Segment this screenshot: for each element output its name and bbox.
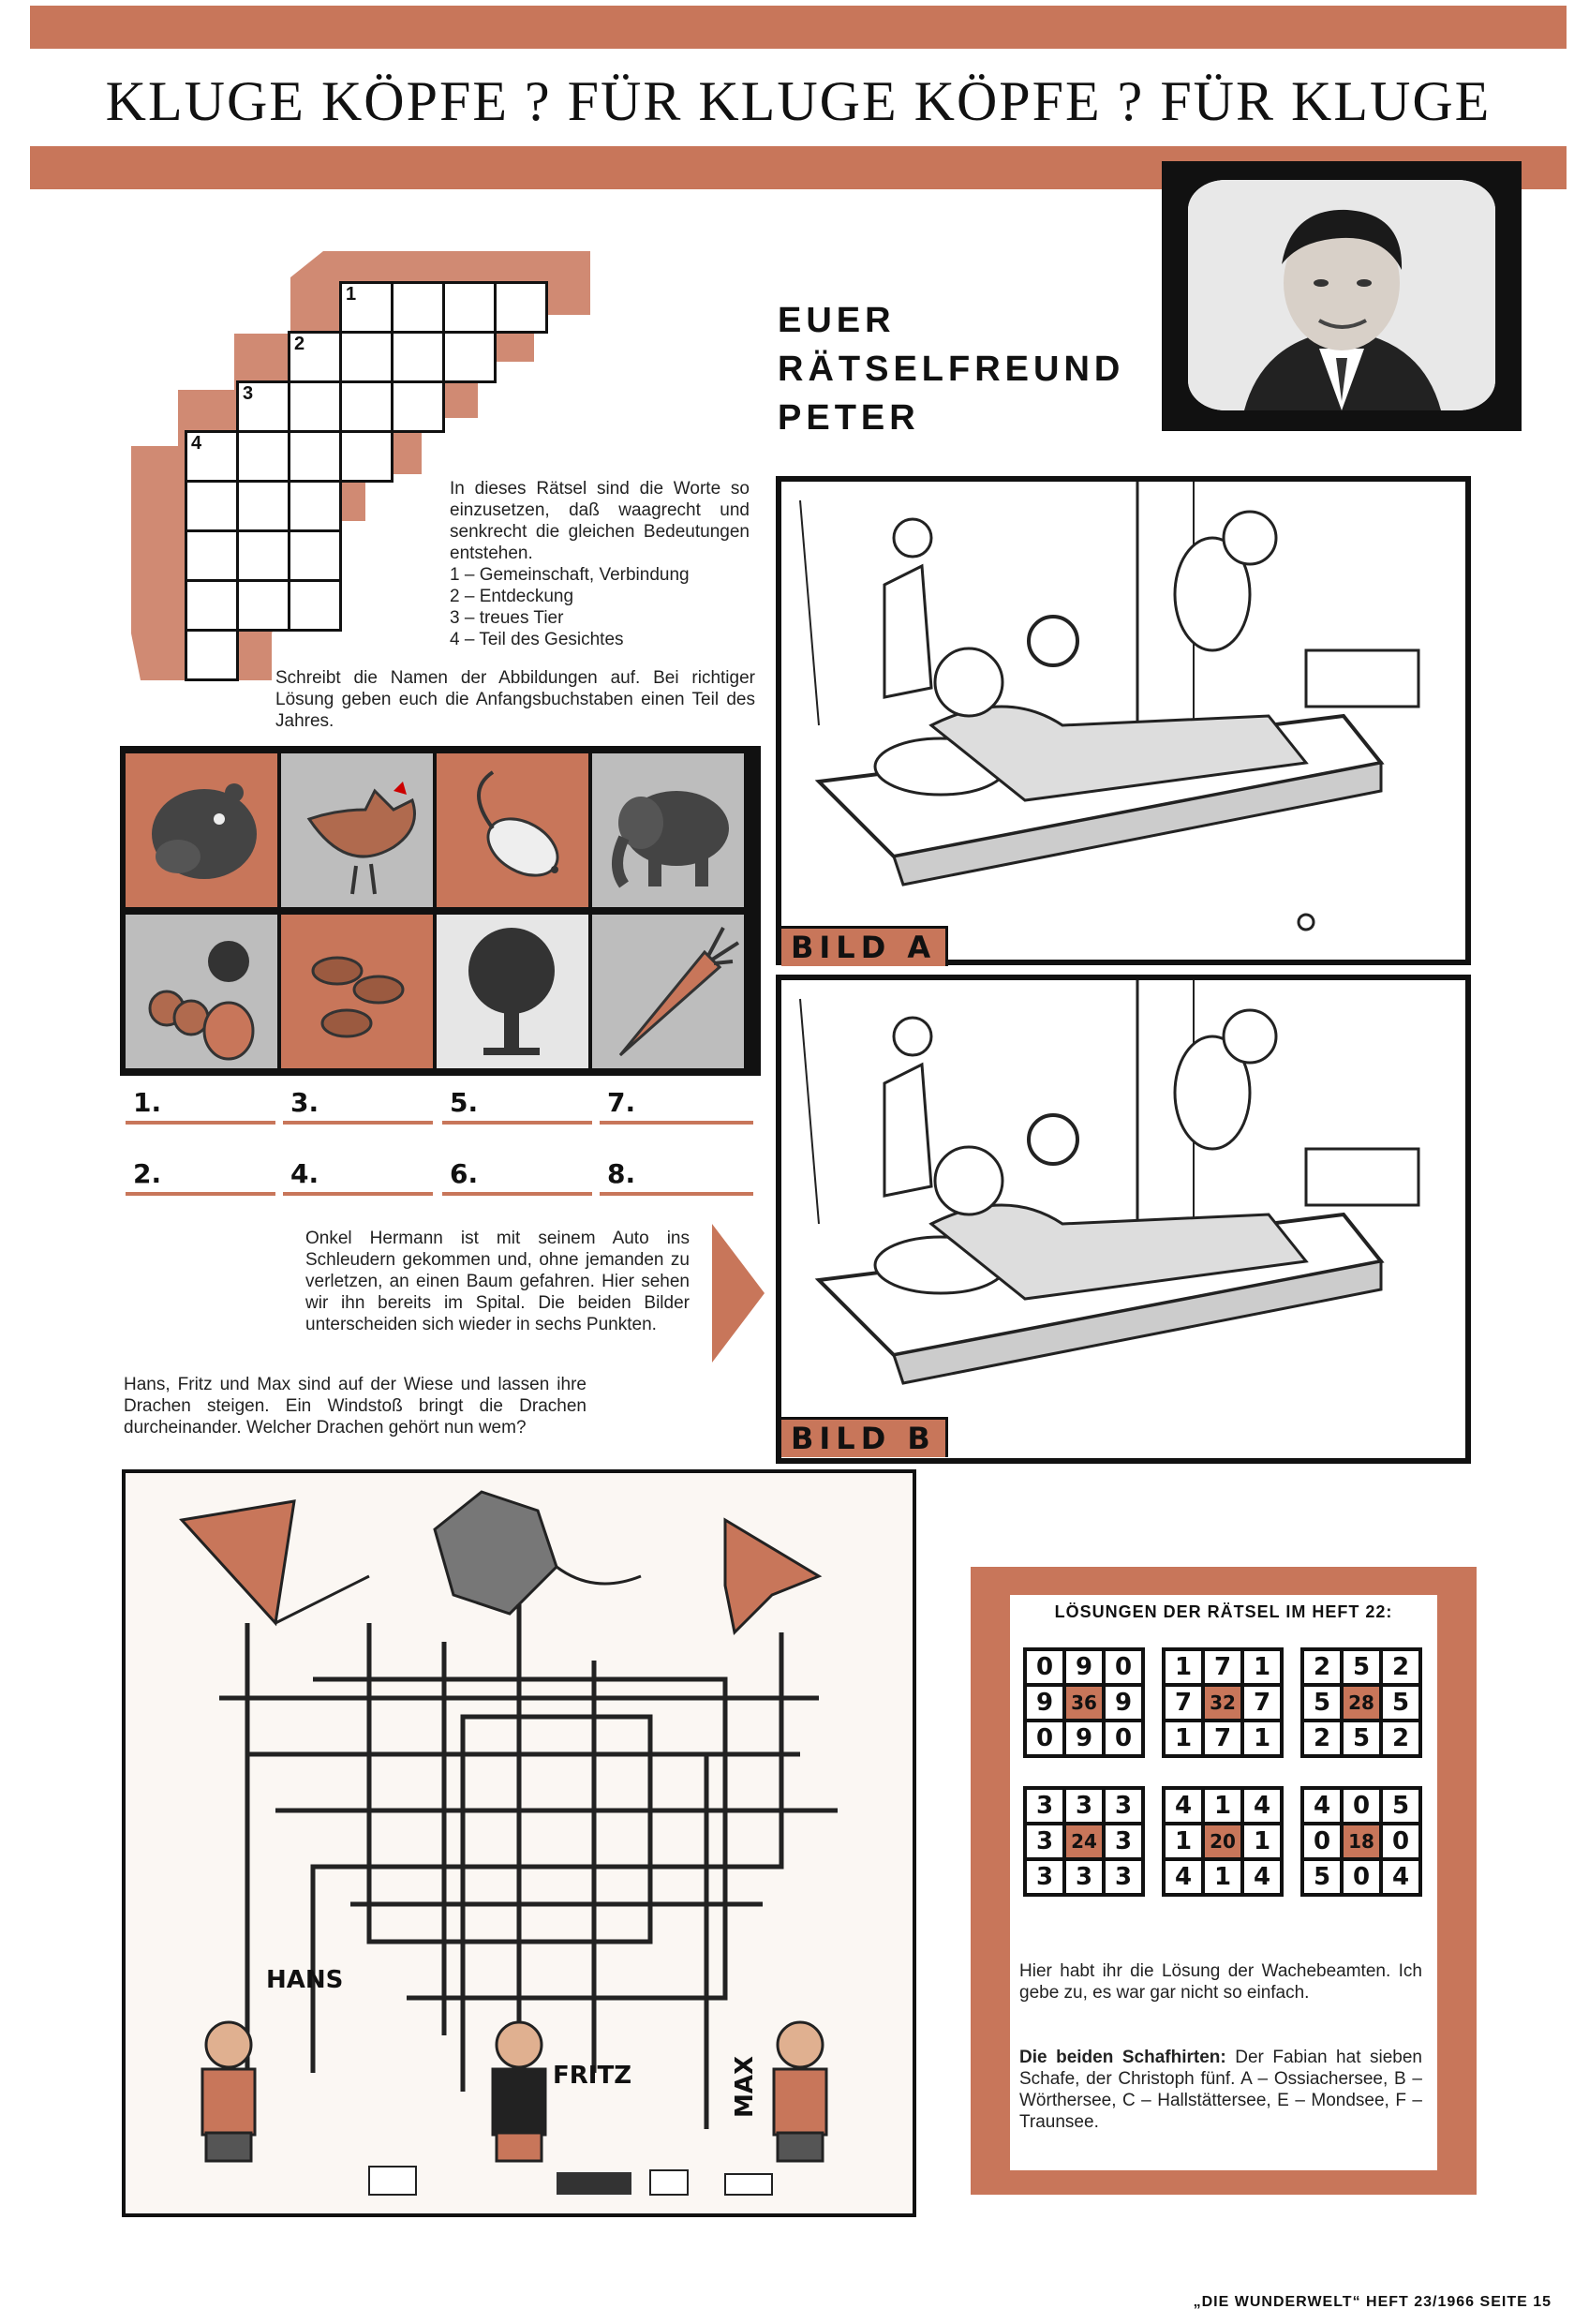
solutions-box xyxy=(971,1567,1477,2195)
page-headline: KLUGE KÖPFE ? FÜR KLUGE KÖPFE ? FÜR KLUGE xyxy=(105,70,1492,132)
portrait-photo xyxy=(1188,180,1495,410)
answer-label-8: 8. xyxy=(607,1158,636,1189)
answer-label-7: 7. xyxy=(607,1087,636,1118)
answer-label-3: 3. xyxy=(290,1087,319,1118)
crossword-cell[interactable] xyxy=(236,430,290,483)
crossword-cell[interactable] xyxy=(236,480,290,532)
carrot-picture xyxy=(592,915,744,1068)
answer-label-4: 4. xyxy=(290,1158,319,1189)
bild-a-panel xyxy=(776,476,1471,965)
crossword-instructions: In dieses Rätsel sind die Worte so einzusetzen, daß waagrecht und senkrecht die gleichen Bedeutungen entstehen. 1 – Gemeinschaft, Verbindung 2 – Entdeckung 3 – treues Tier 4 – Teil des Gesichtes xyxy=(450,479,750,649)
answer-label-2: 2. xyxy=(133,1158,162,1189)
magic-square-2: 1 7 1 7 32 7 1 7 1 xyxy=(1162,1647,1284,1758)
answer-line-3[interactable] xyxy=(283,1121,433,1125)
crossword-cell[interactable] xyxy=(185,629,239,681)
magic-square-4: 3 3 3 3 24 3 3 3 3 xyxy=(1023,1786,1145,1897)
mouse-picture xyxy=(437,753,588,907)
top-band xyxy=(30,6,1567,49)
crossword-cell[interactable] xyxy=(288,380,342,433)
crossword-cell[interactable] xyxy=(339,430,394,483)
picture-puzzle-grid xyxy=(120,746,761,1076)
tv-photo-frame xyxy=(1162,161,1522,431)
answer-line-5[interactable] xyxy=(442,1121,592,1125)
page-footer: „DIE WUNDERWELT“ HEFT 23/1966 SEITE 15 xyxy=(1193,2294,1552,2310)
crossword-cell[interactable] xyxy=(185,480,239,532)
fruit-picture xyxy=(126,915,277,1068)
kite-puzzle-text: Hans, Fritz und Max sind auf der Wiese und lassen ihre Drachen steigen. Ein Windstoß bringt die Drachen durcheinander. Welcher Drachen gehört nun wem? xyxy=(124,1375,587,1438)
crossword-cell[interactable] xyxy=(442,331,497,383)
crossword-cell[interactable]: 4 xyxy=(185,430,239,483)
crossword-cell[interactable] xyxy=(339,380,394,433)
kite-name-fritz: FRITZ xyxy=(553,2062,632,2090)
answer-line-1[interactable] xyxy=(126,1121,275,1125)
crossword-cell[interactable] xyxy=(288,430,342,483)
bild-b-panel xyxy=(776,975,1471,1464)
hen-picture xyxy=(281,753,433,907)
tree-picture xyxy=(437,915,588,1068)
answer-label-5: 5. xyxy=(450,1087,479,1118)
greeting: EUER RÄTSELFREUND PETER xyxy=(778,301,1125,438)
kite-name-hans: HANS xyxy=(266,1966,344,1994)
answer-line-6[interactable] xyxy=(442,1192,592,1196)
arrow-right-icon xyxy=(712,1224,765,1363)
crossword-cell[interactable]: 1 xyxy=(339,281,394,334)
answer-line-7[interactable] xyxy=(600,1121,753,1125)
answer-line-2[interactable] xyxy=(126,1192,275,1196)
crossword-cell[interactable] xyxy=(339,331,394,383)
kite-name-max: MAX xyxy=(731,2055,760,2119)
crossword-cell[interactable] xyxy=(185,529,239,582)
peanuts-picture xyxy=(281,915,433,1068)
crossword-cell[interactable] xyxy=(494,281,548,334)
difference-puzzle-text: Onkel Hermann ist mit seinem Auto ins Schleudern gekommen und, ohne jemanden zu verletzen, an einen Baum gefahren. Hier sehen wir ihn bereits im Spital. Die beiden Bilder unterscheiden sich wieder in sechs Punkten. xyxy=(305,1229,690,1334)
crossword-cell[interactable] xyxy=(288,529,342,582)
answer-line-4[interactable] xyxy=(283,1192,433,1196)
hippo-picture xyxy=(126,753,277,907)
crossword-cell[interactable] xyxy=(391,281,445,334)
answer-label-1: 1. xyxy=(133,1087,162,1118)
crossword-cell[interactable]: 3 xyxy=(236,380,290,433)
crossword-cell[interactable] xyxy=(391,380,445,433)
solution-text-guards: Hier habt ihr die Lösung der Wachebeamten. Ich gebe zu, es war gar nicht so einfach. xyxy=(1019,1961,1422,2003)
elephant-picture xyxy=(592,753,744,907)
answer-label-6: 6. xyxy=(450,1158,479,1189)
picture-puzzle-instructions: Schreibt die Namen der Abbildungen auf. Bei richtiger Lösung geben euch die Anfangsbuchstaben einen Teil des Jahres. xyxy=(275,668,755,731)
crossword-cell[interactable] xyxy=(288,579,342,632)
crossword-cell[interactable] xyxy=(236,579,290,632)
magic-square-1: 0 9 0 9 36 9 0 9 0 xyxy=(1023,1647,1145,1758)
bild-b-label: BILD B xyxy=(781,1417,948,1457)
crossword-cell[interactable]: 2 xyxy=(288,331,342,383)
crossword-cell[interactable] xyxy=(288,480,342,532)
magic-square-5: 4 1 4 1 20 1 4 1 4 xyxy=(1162,1786,1284,1897)
bild-a-label: BILD A xyxy=(781,926,948,966)
magic-square-3: 2 5 2 5 28 5 2 5 2 xyxy=(1300,1647,1422,1758)
crossword-cell[interactable] xyxy=(185,579,239,632)
crossword-cell[interactable] xyxy=(391,331,445,383)
solutions-inner xyxy=(1010,1595,1437,2170)
answer-line-8[interactable] xyxy=(600,1192,753,1196)
solution-text-shepherds: Die beiden Schafhirten: Der Fabian hat sieben Schafe, der Christoph fünf. A – Ossiachersee, B – Wörthersee, C – Hallstättersee, E – Mondsee, F – Traunsee. xyxy=(1019,2048,1423,2132)
solutions-title: LÖSUNGEN DER RÄTSEL IM HEFT 22: xyxy=(1054,1602,1393,1621)
magic-square-6: 4 0 5 0 18 0 5 0 4 xyxy=(1300,1786,1422,1897)
kite-string-maze xyxy=(122,1469,916,2217)
crossword-cell[interactable] xyxy=(442,281,497,334)
crossword-cell[interactable] xyxy=(236,529,290,582)
